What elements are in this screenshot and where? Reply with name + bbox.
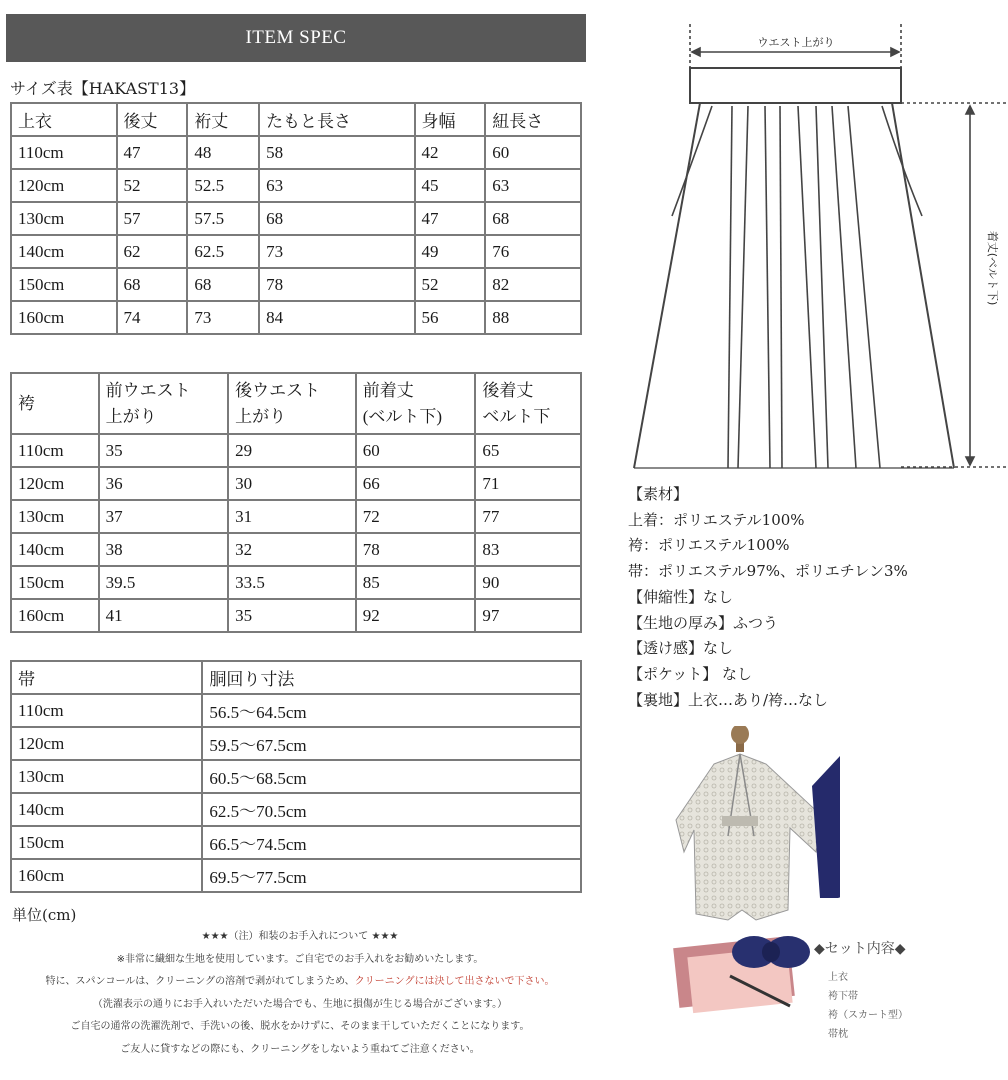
kimono-top [676, 754, 824, 920]
header-cell: 上衣 [11, 103, 117, 136]
top-garment-size-table [10, 102, 582, 335]
table-cell: 31 [228, 500, 356, 533]
table-cell: 160cm [11, 301, 117, 334]
table-cell: 92 [356, 599, 476, 632]
table-cell: 52 [415, 268, 486, 301]
table-cell: 68 [259, 202, 414, 235]
table-cell: 62 [117, 235, 188, 268]
table-cell: 29 [228, 434, 356, 467]
table-row [11, 694, 581, 727]
header-line: 袴 [18, 393, 35, 413]
header-line: 上がり [105, 406, 157, 426]
set-item: 袴（スカート型） [828, 1010, 908, 1021]
material-line: 帯：ポリエステル97%、ポリエチレン3% [628, 562, 908, 581]
table-cell: 68 [117, 268, 188, 301]
table-cell: 60 [356, 434, 476, 467]
table-cell: 68 [187, 268, 259, 301]
header-line: 前ウエスト [105, 380, 191, 400]
table-cell: 41 [99, 599, 229, 632]
table-cell: 160cm [11, 599, 99, 632]
pocket-info: 【ポケット】 なし [628, 664, 753, 683]
care-notes-title: ★★★（注）和装のお手入れについて ★★★ [201, 931, 399, 942]
table-cell: 68 [485, 202, 581, 235]
table-cell: 84 [259, 301, 414, 334]
obi-size-table [10, 660, 582, 893]
table-cell: 58 [259, 136, 414, 169]
table-cell: 62.5 [187, 235, 259, 268]
table-cell: 82 [485, 268, 581, 301]
table-cell: 63 [485, 169, 581, 202]
table-cell: 42 [415, 136, 486, 169]
table-cell: 140cm [11, 793, 202, 826]
header-line: 前着丈 [362, 380, 414, 400]
material-line: 上着：ポリエステル100% [628, 510, 805, 529]
set-item: 袴下帯 [828, 991, 858, 1002]
header-cell [475, 373, 581, 434]
table-cell: 35 [228, 599, 356, 632]
table-cell: 110cm [11, 136, 117, 169]
table-cell: 32 [228, 533, 356, 566]
table-cell: 49 [415, 235, 486, 268]
care-note-text: 特に、スパンコールは、クリーニングの溶剤で剥がれてしまうため、 [45, 976, 355, 987]
table-header-row [11, 103, 581, 136]
table-cell: 150cm [11, 826, 202, 859]
waist-label: ウエスト上がり [757, 36, 835, 49]
table-cell: 57 [117, 202, 188, 235]
table-cell: 130cm [11, 202, 117, 235]
table-cell: 78 [356, 533, 476, 566]
table-row [11, 434, 581, 467]
table-row [11, 500, 581, 533]
table-cell: 45 [415, 169, 486, 202]
table-row [11, 136, 581, 169]
table-cell: 60 [485, 136, 581, 169]
material-line: 袴：ポリエステル100% [628, 536, 790, 555]
care-note-warning: クリーニングには決して出さないで下さい。 [354, 976, 555, 987]
header-line: (ベルト下) [362, 406, 443, 426]
table-cell: 83 [475, 533, 581, 566]
lining-info: 【裏地】上衣…あり/袴…なし [628, 690, 829, 709]
table-cell: 59.5～67.5cm [202, 727, 581, 760]
table-cell: 72 [356, 500, 476, 533]
length-label: 着丈(ベルト下) [986, 230, 999, 306]
care-note-line: ご友人に貸すなどの際にも、クリーニングをしないよう重ねてご注意ください。 [120, 1043, 480, 1055]
table-cell: 120cm [11, 727, 202, 760]
table-cell: 62.5～70.5cm [202, 793, 581, 826]
hakama-diagram [620, 18, 1008, 474]
table-cell: 73 [259, 235, 414, 268]
sheer-info: 【透け感】なし [628, 639, 734, 658]
header-cell: 後丈 [117, 103, 188, 136]
table-cell: 85 [356, 566, 476, 599]
table-row [11, 202, 581, 235]
table-cell: 88 [485, 301, 581, 334]
table-cell: 73 [187, 301, 259, 334]
care-notes [0, 926, 600, 1061]
table-cell: 140cm [11, 235, 117, 268]
header-cell [11, 373, 99, 434]
table-cell: 90 [475, 566, 581, 599]
table-header-row [11, 373, 581, 434]
care-note-line [0, 971, 600, 994]
table-cell: 74 [117, 301, 188, 334]
item-spec-header: ITEM SPEC [6, 14, 586, 62]
care-note-line: （洗濯表示の通りにお手入れいただいた場合でも、生地に損傷が生じる場合がございます。） [92, 998, 508, 1010]
hakama-skirt [812, 746, 840, 898]
table-cell: 130cm [11, 500, 99, 533]
unit-label: 単位(cm) [12, 906, 77, 924]
table-row [11, 235, 581, 268]
header-line: ベルト下 [482, 406, 551, 426]
table-cell: 56.5～64.5cm [202, 694, 581, 727]
material-info [628, 482, 908, 713]
table-cell: 60.5～68.5cm [202, 760, 581, 793]
table-cell: 52.5 [187, 169, 259, 202]
hakama-size-table [10, 372, 582, 633]
table-cell: 48 [187, 136, 259, 169]
header-cell: 帯 [11, 661, 202, 694]
table-cell: 66.5～74.5cm [202, 826, 581, 859]
table-cell: 56 [415, 301, 486, 334]
header-cell: 身幅 [415, 103, 486, 136]
table-cell: 120cm [11, 169, 117, 202]
table-cell: 160cm [11, 859, 202, 892]
table-cell: 35 [99, 434, 229, 467]
header-cell: たもと長さ [259, 103, 414, 136]
table-cell: 47 [415, 202, 486, 235]
size-table-title: サイズ表【HAKAST13】 [10, 79, 196, 98]
header-cell: 裄丈 [187, 103, 259, 136]
table-cell: 150cm [11, 268, 117, 301]
table-cell: 38 [99, 533, 229, 566]
table-header-row [11, 661, 581, 694]
table-row [11, 826, 581, 859]
set-contents-list [828, 968, 908, 1044]
table-cell: 150cm [11, 566, 99, 599]
header-line: 後着丈 [482, 380, 534, 400]
table-cell: 37 [99, 500, 229, 533]
table-cell: 97 [475, 599, 581, 632]
table-cell: 30 [228, 467, 356, 500]
header-cell [228, 373, 356, 434]
table-row [11, 760, 581, 793]
table-cell: 39.5 [99, 566, 229, 599]
table-cell: 77 [475, 500, 581, 533]
header-cell [99, 373, 229, 434]
care-note-line: ご自宅の通常の洗濯洗剤で、手洗いの後、脱水をかけずに、そのまま干していただくことになります。 [70, 1021, 530, 1032]
table-row [11, 859, 581, 892]
table-cell: 78 [259, 268, 414, 301]
table-row [11, 169, 581, 202]
set-item: 帯枕 [828, 1029, 848, 1040]
stretch-info: 【伸縮性】なし [628, 587, 734, 606]
table-cell: 71 [475, 467, 581, 500]
table-cell: 110cm [11, 434, 99, 467]
table-cell: 69.5～77.5cm [202, 859, 581, 892]
table-row [11, 268, 581, 301]
thickness-info: 【生地の厚み】ふつう [628, 613, 779, 632]
table-cell: 52 [117, 169, 188, 202]
header-cell: 紐長さ [485, 103, 581, 136]
table-row [11, 599, 581, 632]
header-cell [356, 373, 476, 434]
header-line: 後ウエスト [235, 380, 321, 400]
table-row [11, 566, 581, 599]
table-cell: 65 [475, 434, 581, 467]
care-note-line: ※非常に繊細な生地を使用しています。ご自宅でのお手入れをお勧めいたします。 [116, 953, 484, 965]
material-heading: 【素材】 [628, 485, 689, 503]
table-row [11, 301, 581, 334]
table-cell: 66 [356, 467, 476, 500]
table-row [11, 727, 581, 760]
table-row [11, 467, 581, 500]
table-cell: 57.5 [187, 202, 259, 235]
set-contents-title: ◆セット内容◆ [814, 941, 906, 957]
table-cell: 36 [99, 467, 229, 500]
set-item: 上衣 [828, 972, 848, 983]
table-cell: 76 [485, 235, 581, 268]
product-photo [670, 726, 840, 1066]
table-cell: 110cm [11, 694, 202, 727]
table-cell: 63 [259, 169, 414, 202]
table-cell: 120cm [11, 467, 99, 500]
header-cell: 胴回り寸法 [202, 661, 581, 694]
header-line: 上がり [235, 406, 287, 426]
table-cell: 47 [117, 136, 188, 169]
table-cell: 130cm [11, 760, 202, 793]
table-row [11, 533, 581, 566]
table-cell: 33.5 [228, 566, 356, 599]
table-row [11, 793, 581, 826]
table-cell: 140cm [11, 533, 99, 566]
